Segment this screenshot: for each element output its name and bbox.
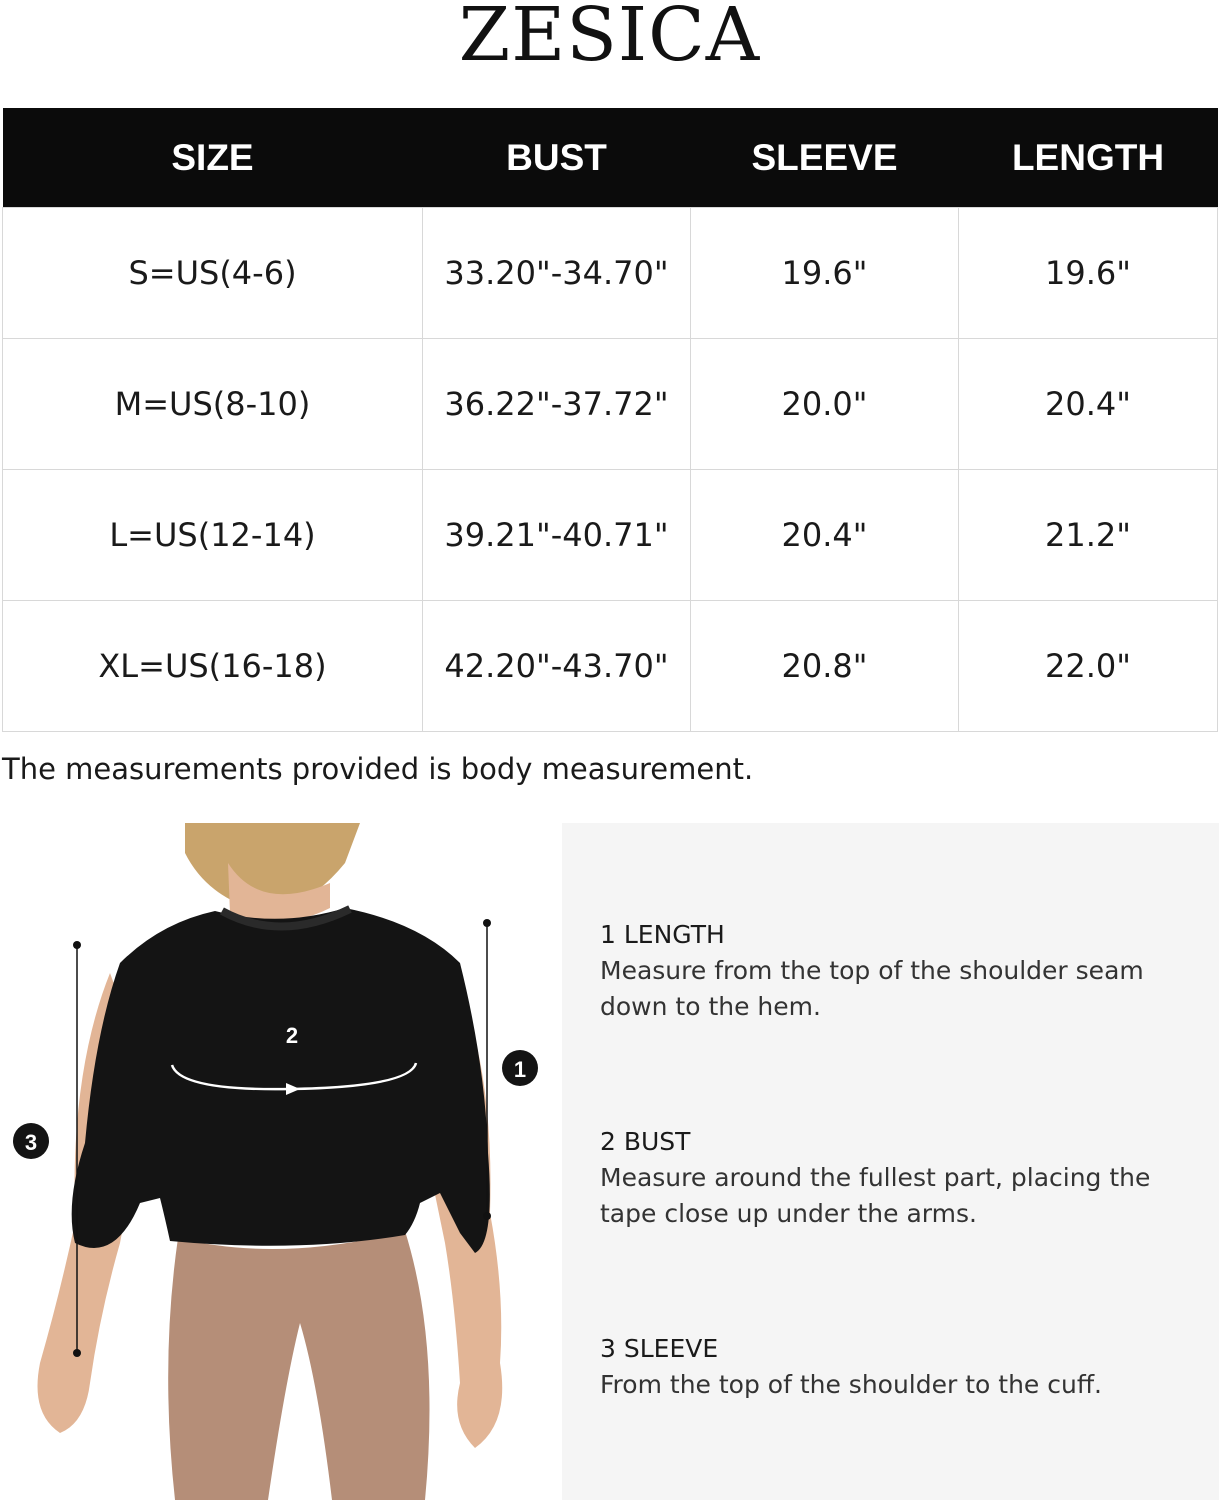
brand-logo: ZESICA [458, 0, 761, 78]
guide-bust-title: 2 BUST [600, 1127, 691, 1156]
model-illustration [0, 823, 560, 1500]
cell-size: S=US(4-6) [3, 208, 423, 339]
guide-length-text: Measure from the top of the shoulder seam down to the hem. [600, 956, 1144, 1021]
measurement-note: The measurements provided is body measurement. [2, 752, 754, 786]
table-row [3, 470, 1218, 601]
guide-length [600, 917, 1200, 1025]
cell-sleeve: 20.0" [691, 339, 959, 470]
sleeve-line-bottom-dot [73, 1349, 81, 1357]
cell-bust: 39.21"-40.71" [423, 470, 691, 601]
cell-bust: 42.20"-43.70" [423, 601, 691, 732]
guide-sleeve-text: From the top of the shoulder to the cuff. [600, 1370, 1103, 1399]
header-size: SIZE [3, 108, 423, 208]
cell-size: L=US(12-14) [3, 470, 423, 601]
table-header-row [3, 108, 1218, 208]
cell-length: 21.2" [959, 470, 1218, 601]
header-sleeve: SLEEVE [691, 108, 959, 208]
marker-1-label: 1 [513, 1057, 527, 1082]
guide-bust-text: Measure around the fullest part, placing the tape close up under the arms. [600, 1163, 1151, 1228]
cell-sleeve: 20.8" [691, 601, 959, 732]
marker-2-label: 2 [285, 1023, 299, 1048]
cell-length: 22.0" [959, 601, 1218, 732]
header-length: LENGTH [959, 108, 1218, 208]
measurement-guide-panel [562, 823, 1219, 1500]
sleeve-line-top-dot [73, 941, 81, 949]
marker-3-label: 3 [24, 1130, 38, 1155]
model-figure [0, 823, 560, 1500]
cell-size: M=US(8-10) [3, 339, 423, 470]
guide-sleeve [600, 1331, 1200, 1403]
length-line-top-dot [483, 919, 491, 927]
header-bust: BUST [423, 108, 691, 208]
guide-bust [600, 1124, 1200, 1232]
cell-length: 19.6" [959, 208, 1218, 339]
model-leggings [168, 1231, 429, 1500]
cell-bust: 36.22"-37.72" [423, 339, 691, 470]
cell-length: 20.4" [959, 339, 1218, 470]
size-chart-table [2, 108, 1218, 732]
table-row [3, 208, 1218, 339]
cell-size: XL=US(16-18) [3, 601, 423, 732]
table-row [3, 339, 1218, 470]
cell-sleeve: 20.4" [691, 470, 959, 601]
cell-bust: 33.20"-34.70" [423, 208, 691, 339]
length-line-bottom-dot [483, 1212, 491, 1220]
model-sweatshirt [72, 908, 490, 1253]
table-row [3, 601, 1218, 732]
guide-sleeve-title: 3 SLEEVE [600, 1334, 719, 1363]
cell-sleeve: 19.6" [691, 208, 959, 339]
guide-length-title: 1 LENGTH [600, 920, 725, 949]
